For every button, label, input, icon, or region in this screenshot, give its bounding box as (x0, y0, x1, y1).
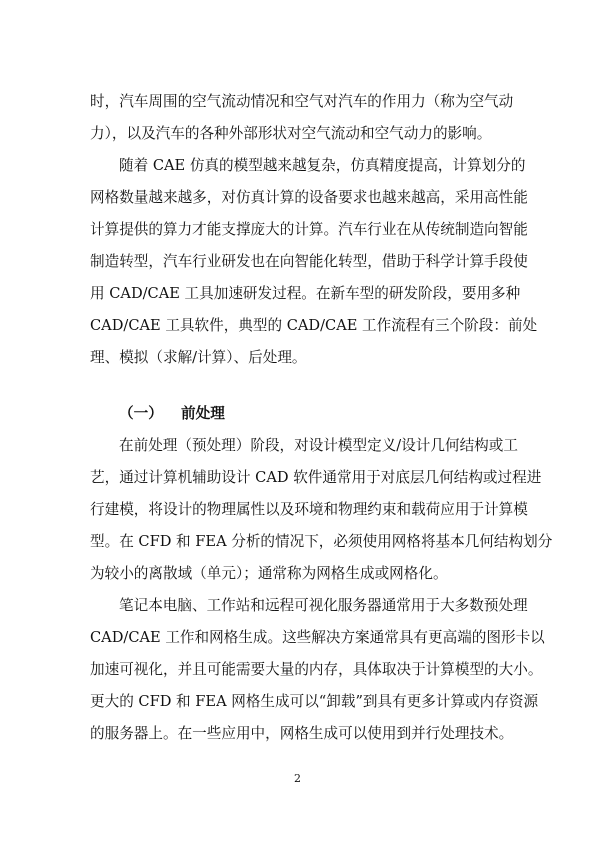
paragraph-line: 更大的 CFD 和 FEA 网格生成可以“卸载”到具有更多计算或内存资源 (90, 693, 539, 710)
paragraph-line: 艺，通过计算机辅助设计 CAD 软件通常用于对底层几何结构或过程进 (90, 469, 542, 486)
paragraph-line: 理、模拟（求解/计算）、后处理。 (90, 349, 307, 366)
paragraph-line: 计算提供的算力才能支撑庞大的计算。汽车行业在从传统制造向智能 (90, 221, 528, 238)
paragraph-line: CAD/CAE 工具软件，典型的 CAD/CAE 工作流程有三个阶段：前处 (90, 317, 538, 334)
paragraph-line: 型。在 CFD 和 FEA 分析的情况下，必须使用网格将基本几何结构划分 (90, 533, 553, 550)
paragraph-line: 行建模，将设计的物理属性以及环境和物理约束和载荷应用于计算模 (90, 501, 528, 518)
section-number: （一） (119, 405, 163, 422)
paragraph-line: 制造转型，汽车行业研发也在向智能化转型，借助于科学计算手段使 (90, 253, 528, 270)
paragraph-line: 随着 CAE 仿真的模型越来越复杂，仿真精度提高，计算划分的 (119, 157, 526, 174)
paragraph-line: 网格数量越来越多，对仿真计算的设备要求也越来越高，采用高性能 (90, 189, 528, 206)
paragraph-line: 加速可视化，并且可能需要大量的内存，具体取决于计算模型的大小。 (90, 661, 543, 678)
paragraph-line: 笔记本电脑、工作站和远程可视化服务器通常用于大多数预处理 (119, 597, 528, 614)
section-heading (119, 405, 225, 423)
paragraph-line: 的服务器上。在一些应用中，网格生成可以使用到并行处理技术。 (90, 725, 514, 742)
paragraph-line: CAD/CAE 工作和网格生成。这些解决方案通常具有更高端的图形卡以 (90, 629, 545, 646)
page-number: 2 (294, 772, 301, 785)
paragraph-line: 为较小的离散域（单元）；通常称为网格生成或网格化。 (90, 565, 448, 582)
paragraph-line: 在前处理（预处理）阶段，对设计模型定义/设计几何结构或工 (119, 437, 518, 454)
paragraph-line: 力），以及汽车的各种外部形状对空气流动和空气动力的影响。 (90, 125, 492, 142)
paragraph-line: 时，汽车周围的空气流动情况和空气对汽车的作用力（称为空气动 (90, 93, 514, 110)
section-title: 前处理 (181, 405, 225, 422)
paragraph-line: 用 CAD/CAE 工具加速研发过程。在新车型的研发阶段，要用多种 (90, 285, 521, 302)
